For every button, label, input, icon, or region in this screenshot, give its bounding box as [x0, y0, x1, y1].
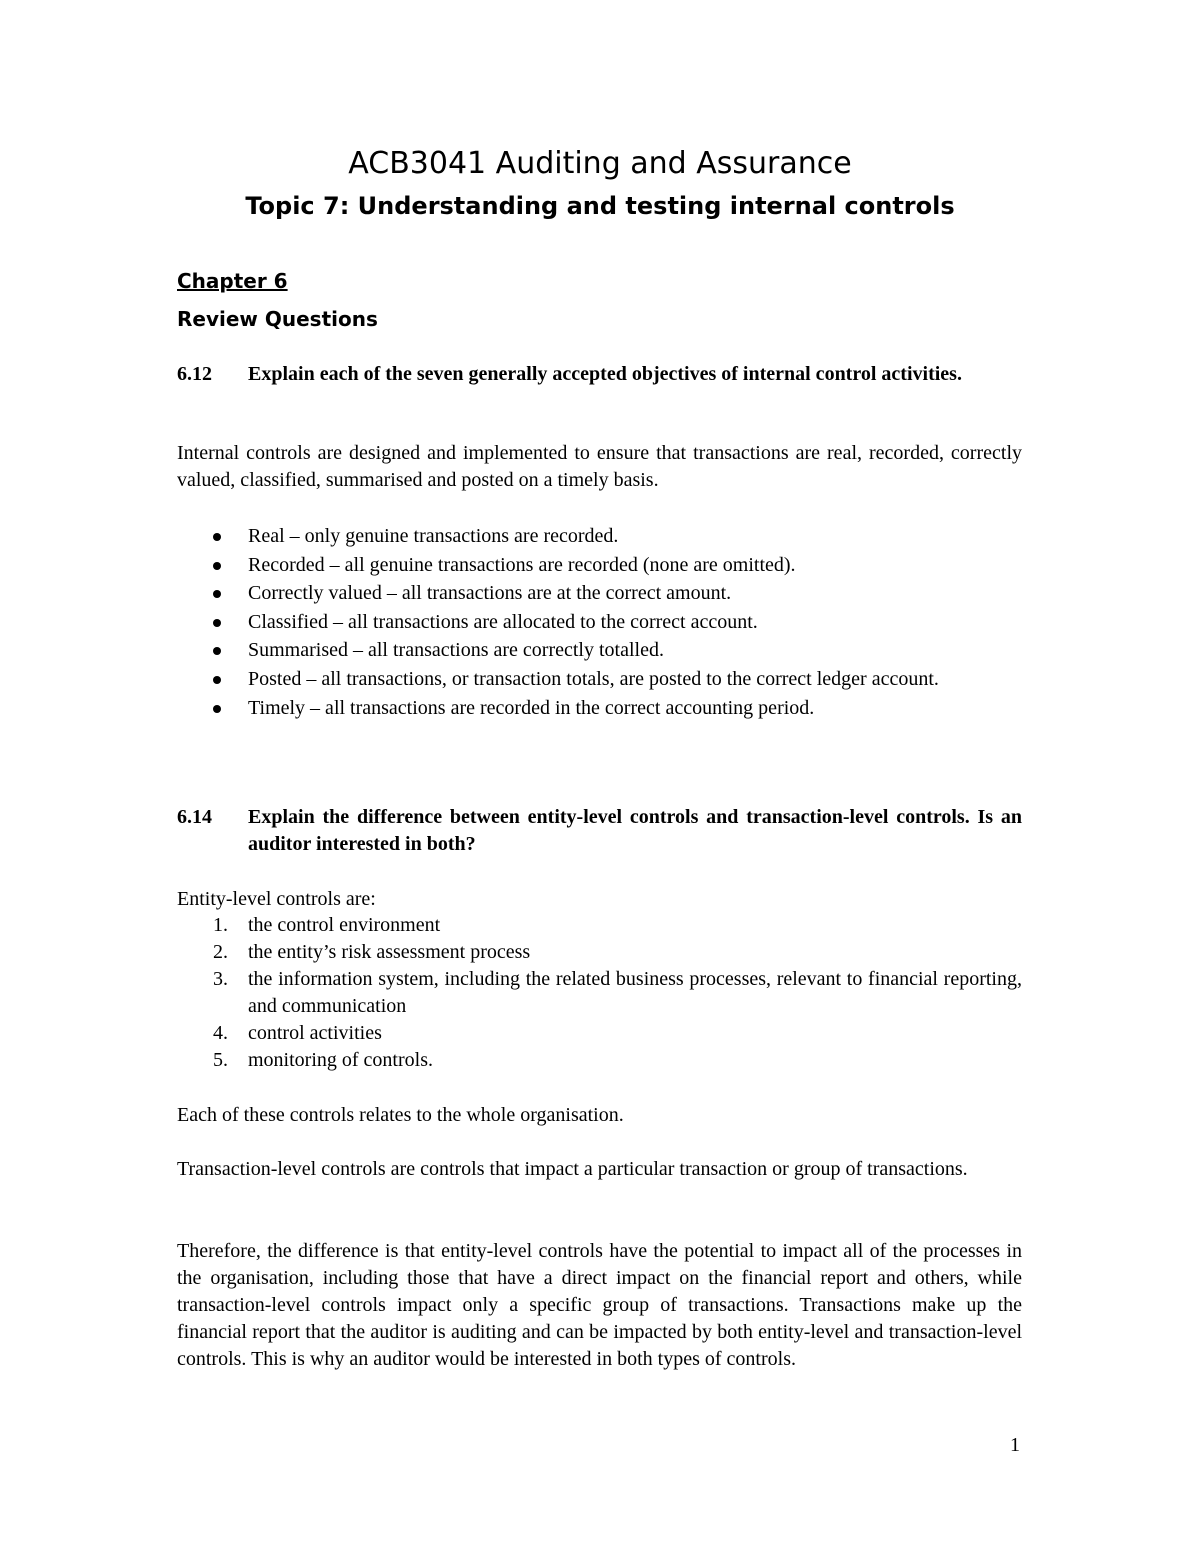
- list-item: Posted – all transactions, or transaction totals, are posted to the correct ledger account.: [177, 665, 1022, 694]
- list-item: Correctly valued – all transactions are at the correct amount.: [177, 579, 1022, 608]
- bullet-icon: [213, 705, 221, 713]
- list-item: Real – only genuine transactions are recorded.: [177, 522, 1022, 551]
- section-heading: Review Questions: [177, 307, 378, 331]
- list-item: 1. the control environment: [213, 914, 441, 936]
- bullet-icon: [213, 619, 221, 627]
- list-item: 3. the information system, including the related business processes, relevant to financial reporting, and communication: [213, 968, 1022, 1017]
- answer-paragraph-2: Transaction-level controls are controls that impact a particular transaction or group of transactions.: [177, 1158, 968, 1180]
- objectives-list: [177, 522, 1022, 722]
- question-number-6-12: 6.12: [177, 363, 212, 385]
- list-item: 2. the entity’s risk assessment process: [213, 941, 531, 963]
- list-item: 5. monitoring of controls.: [213, 1049, 433, 1071]
- list-item: 4. control activities: [213, 1022, 382, 1044]
- document-subtitle: Topic 7: Understanding and testing internal controls: [245, 192, 955, 220]
- answer-intro-6-12: Internal controls are designed and implemented to ensure that transactions are real, recorded, correctly valued, classified, summarised and posted on a timely basis.: [177, 442, 1022, 491]
- question-number-6-14: 6.14: [177, 806, 212, 828]
- list-item: Classified – all transactions are allocated to the correct account.: [177, 608, 1022, 637]
- list-item: Summarised – all transactions are correctly totalled.: [177, 636, 1022, 665]
- answer-paragraph-1: Each of these controls relates to the whole organisation.: [177, 1104, 624, 1126]
- question-text-6-14: Explain the difference between entity-level controls and transaction-level controls. Is an auditor interested in both?: [248, 806, 1022, 855]
- page-number: 1: [1010, 1434, 1020, 1456]
- bullet-icon: [213, 562, 221, 570]
- chapter-heading: Chapter 6: [177, 269, 288, 293]
- entity-list-intro: Entity-level controls are:: [177, 888, 376, 910]
- document-title: ACB3041 Auditing and Assurance: [348, 146, 852, 181]
- bullet-icon: [213, 676, 221, 684]
- bullet-icon: [213, 590, 221, 598]
- bullet-icon: [213, 647, 221, 655]
- bullet-icon: [213, 533, 221, 541]
- list-item: Timely – all transactions are recorded in the correct accounting period.: [177, 694, 1022, 723]
- question-text-6-12: Explain each of the seven generally accepted objectives of internal control activities.: [248, 363, 962, 385]
- list-item: Recorded – all genuine transactions are recorded (none are omitted).: [177, 551, 1022, 580]
- entity-controls-list: [177, 912, 1022, 1074]
- answer-paragraph-3: Therefore, the difference is that entity-level controls have the potential to impact all of the processes in the organisation, including those that have a direct impact on the financial report and others, while transaction-level controls impact only a specific group of transactions. Transactions make up the financial report that the auditor is auditing and can be impacted by both entity-level and transaction-level controls. This is why an auditor would be interested in both types of controls.: [177, 1240, 1022, 1370]
